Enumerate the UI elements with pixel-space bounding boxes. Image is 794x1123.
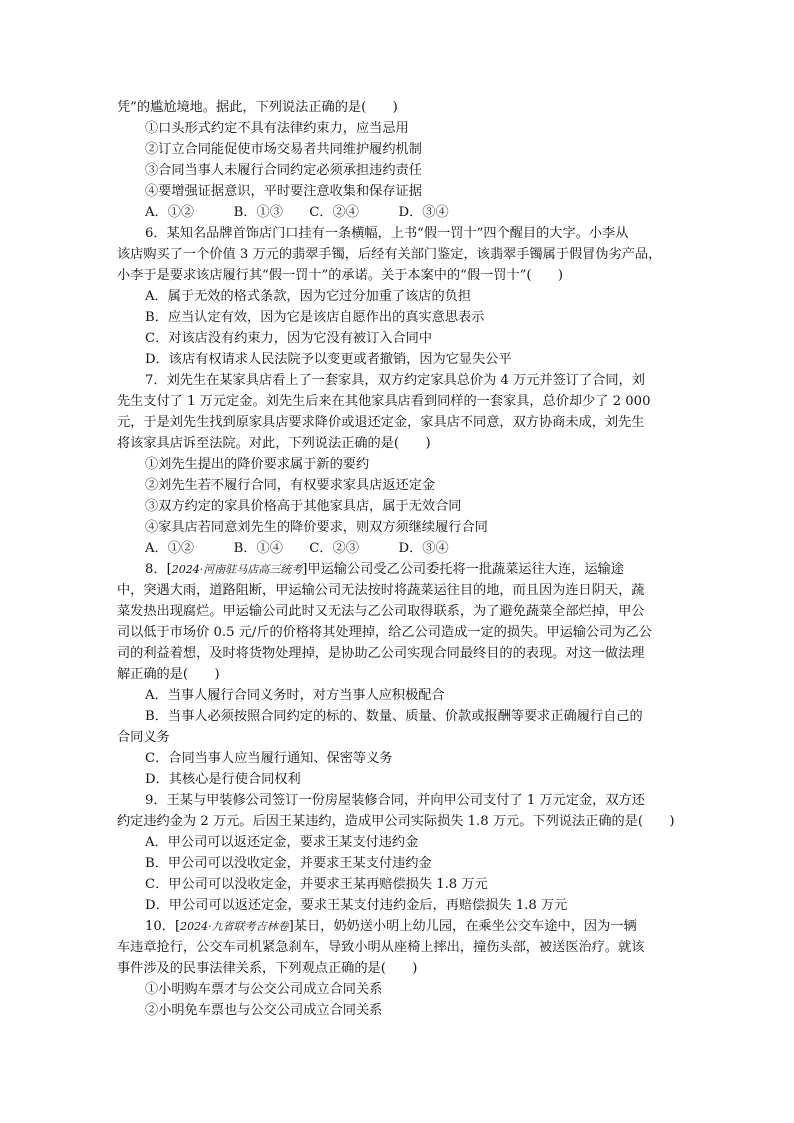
text-line: B．应当认定有效，因为它是该店自愿作出的真实意思表示 <box>145 310 485 325</box>
text-line: 解正确的是( ) <box>117 667 220 682</box>
text-line: 司的利益着想，及时将货物处理掉，是协助乙公司实现合同最终目的的表现。对这一做法理 <box>117 646 645 661</box>
text-line: ②小明免车票也与公交公司成立合同关系 <box>145 1003 383 1018</box>
text-line <box>117 559 677 580</box>
text-line: A．属于无效的格式条款，因为它过分加重了该店的负担 <box>145 289 472 304</box>
text-line: 该店购买了一个价值 3 万元的翡翠手镯，后经有关部门鉴定，该翡翠手镯属于假冒伪劣产品， <box>117 247 662 262</box>
text-line: 先生支付了 1 万元定金。刘先生后来在其他家具店看到同样的一套家具，总价却少了 2 000 <box>117 394 651 409</box>
question-source: 2024·河南驻马店高三统考 <box>171 563 303 576</box>
answer-options-line: A．①② B．①③ C．②④ D．③④ <box>145 205 449 220</box>
text-line: 事件涉及的民事法律关系，下列观点正确的是( ) <box>117 961 418 976</box>
text-line: C．甲公司可以没收定金，并要求王某再赔偿损失 1.8 万元 <box>145 877 488 892</box>
text-line: 约定违约金为 2 万元。后因王某违约，造成甲公司实际损失 1.8 万元。下列说法正确的是( ) <box>117 814 675 829</box>
text-line: B．当事人必须按照合同约定的标的、数量、质量、价款或报酬等要求正确履行自己的 <box>145 709 643 724</box>
text-line <box>117 916 677 937</box>
text-line: D．该店有权请求人民法院予以变更或者撤销，因为它显失公平 <box>145 352 512 367</box>
text-line: 6．某知名品牌首饰店门口挂有一条横幅，上书“假一罚十”四个醒目的大字。小李从 <box>145 226 629 241</box>
text-line: ②订立合同能促使市场交易者共同维护履约机制 <box>145 142 422 157</box>
text-line: ④要增强证据意识，平时要注意收集和保存证据 <box>145 184 422 199</box>
text-line: ①口头形式约定不具有法律约束力，应当忌用 <box>145 121 409 136</box>
text-line: C．对该店没有约束力，因为它没有被订入合同中 <box>145 331 433 346</box>
question-text: ]某日，奶奶送小明上幼儿园，在乘坐公交车途中，因为一辆 <box>288 919 637 934</box>
text-line: C．合同当事人应当履行通知、保密等义务 <box>145 751 393 766</box>
text-line: 车违章抢行，公交车司机紧急刹车，导致小明从座椅上摔出，撞伤头部，被送医治疗。就该 <box>117 940 645 955</box>
text-line: B．甲公司可以没收定金，并要求王某支付违约金 <box>145 856 432 871</box>
text-line: ①刘先生提出的降价要求属于新的要约 <box>145 457 370 472</box>
text-line: 中，突遇大雨，道路阻断，甲运输公司无法按时将蔬菜运往目的地，而且因为连日阴天，蔬 <box>117 583 645 598</box>
text-line: 凭”的尴尬境地。据此，下列说法正确的是( ) <box>117 100 398 115</box>
text-line: 9．王某与甲装修公司签订一份房屋装修合同，并向甲公司支付了 1 万元定金，双方还 <box>145 793 645 808</box>
text-line: 司以低于市场价 0.5 元/斤的价格将其处理掉，给乙公司造成一定的损失。甲运输公司为乙公 <box>117 625 652 640</box>
text-line: 7．刘先生在某家具店看上了一套家具，双方约定家具总价为 4 万元并签订了合同，刘 <box>145 373 645 388</box>
question-number: 10．[ <box>145 919 181 934</box>
text-line: ④家具店若同意刘先生的降价要求，则双方须继续履行合同 <box>145 520 488 535</box>
text-line: 小李于是要求该店履行其“假一罚十”的承诺。关于本案中的“假一罚十”( ) <box>117 268 564 283</box>
text-line: D．其核心是行使合同权利 <box>145 772 301 787</box>
text-line: ①小明购车票才与公交公司成立合同关系 <box>145 982 383 997</box>
question-text: ]甲运输公司受乙公司委托将一批蔬菜运往大连，运输途 <box>302 562 624 577</box>
text-line: A．甲公司可以返还定金，要求王某支付违约金 <box>145 835 419 850</box>
text-line: ③双方约定的家具价格高于其他家具店，属于无效合同 <box>145 499 462 514</box>
answer-options-line: A．①② B．①④ C．②③ D．③④ <box>145 541 449 556</box>
text-line: 元，于是刘先生找到原家具店要求降价或退还定金，家具店不同意，双方协商未成，刘先生 <box>117 415 645 430</box>
text-line: D．甲公司可以返还定金，要求王某支付违约金后，再赔偿损失 1.8 万元 <box>145 898 568 913</box>
question-number: 8．[ <box>145 562 172 577</box>
text-line: 合同义务 <box>117 730 170 745</box>
document-page <box>117 97 677 1021</box>
text-line: ②刘先生若不履行合同，有权要求家具店返还定金 <box>145 478 436 493</box>
text-line: A．当事人履行合同义务时，对方当事人应积极配合 <box>145 688 445 703</box>
text-line: 将该家具店诉至法院。对此，下列说法正确的是( ) <box>117 436 431 451</box>
text-line: 菜发热出现腐烂。甲运输公司此时又无法与乙公司取得联系，为了避免蔬菜全部烂掉，甲公 <box>117 604 645 619</box>
question-source: 2024·九省联考吉林卷 <box>180 920 289 933</box>
text-line: ③合同当事人未履行合同约定必须承担违约责任 <box>145 163 422 178</box>
